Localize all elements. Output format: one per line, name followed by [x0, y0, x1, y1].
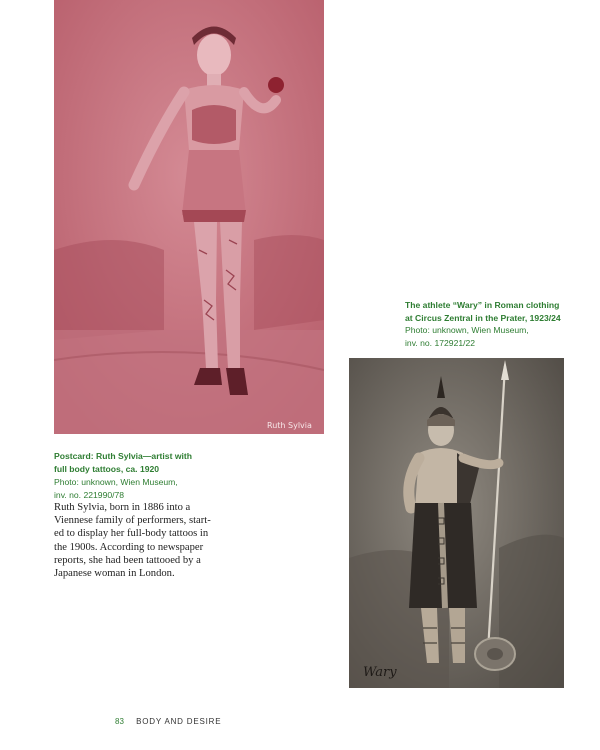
athlete-wary-photo: [349, 358, 564, 688]
credit-line: inv. no. 172921/22: [405, 337, 476, 348]
credit-line: Photo: unknown, Wien Museum,: [54, 477, 178, 487]
body-line: ed to display her full-body tattoos in: [54, 528, 209, 540]
caption-line: full body tattoos, ca. 1920: [54, 463, 160, 474]
wary-signature: Wary: [363, 665, 397, 680]
caption-line: The athlete “Wary” in Roman clothing: [405, 300, 560, 310]
ruth-sylvia-postcard-photo: [54, 0, 324, 434]
credit-line: inv. no. 221990/78: [54, 489, 125, 500]
body-line: Japanese woman in London.: [54, 568, 175, 580]
running-head: BODY AND DESIRE: [136, 717, 222, 726]
body-line: Ruth Sylvia, born in 1886 into a: [54, 502, 191, 513]
ruth-sylvia-photo-credit: [54, 476, 224, 501]
body-line: reports, she had been tattooed by a: [54, 554, 201, 566]
caption-line: Postcard: Ruth Sylvia—artist with: [54, 451, 193, 461]
athlete-wary-caption-title: [405, 299, 565, 324]
ruth-sylvia-description: [54, 501, 226, 580]
body-line: Viennese family of performers, start-: [54, 515, 211, 527]
caption-line: at Circus Zentral in the Prater, 1923/24: [405, 312, 561, 323]
page-number: 83: [115, 717, 124, 726]
ruth-sylvia-caption-title: [54, 450, 224, 475]
body-line: the 1900s. According to newspaper: [54, 541, 204, 553]
ruth-sylvia-signature: Ruth Sylvia: [267, 421, 312, 430]
page-footer: [115, 717, 221, 726]
athlete-wary-photo-credit: [405, 324, 565, 349]
credit-line: Photo: unknown, Wien Museum,: [405, 325, 529, 335]
